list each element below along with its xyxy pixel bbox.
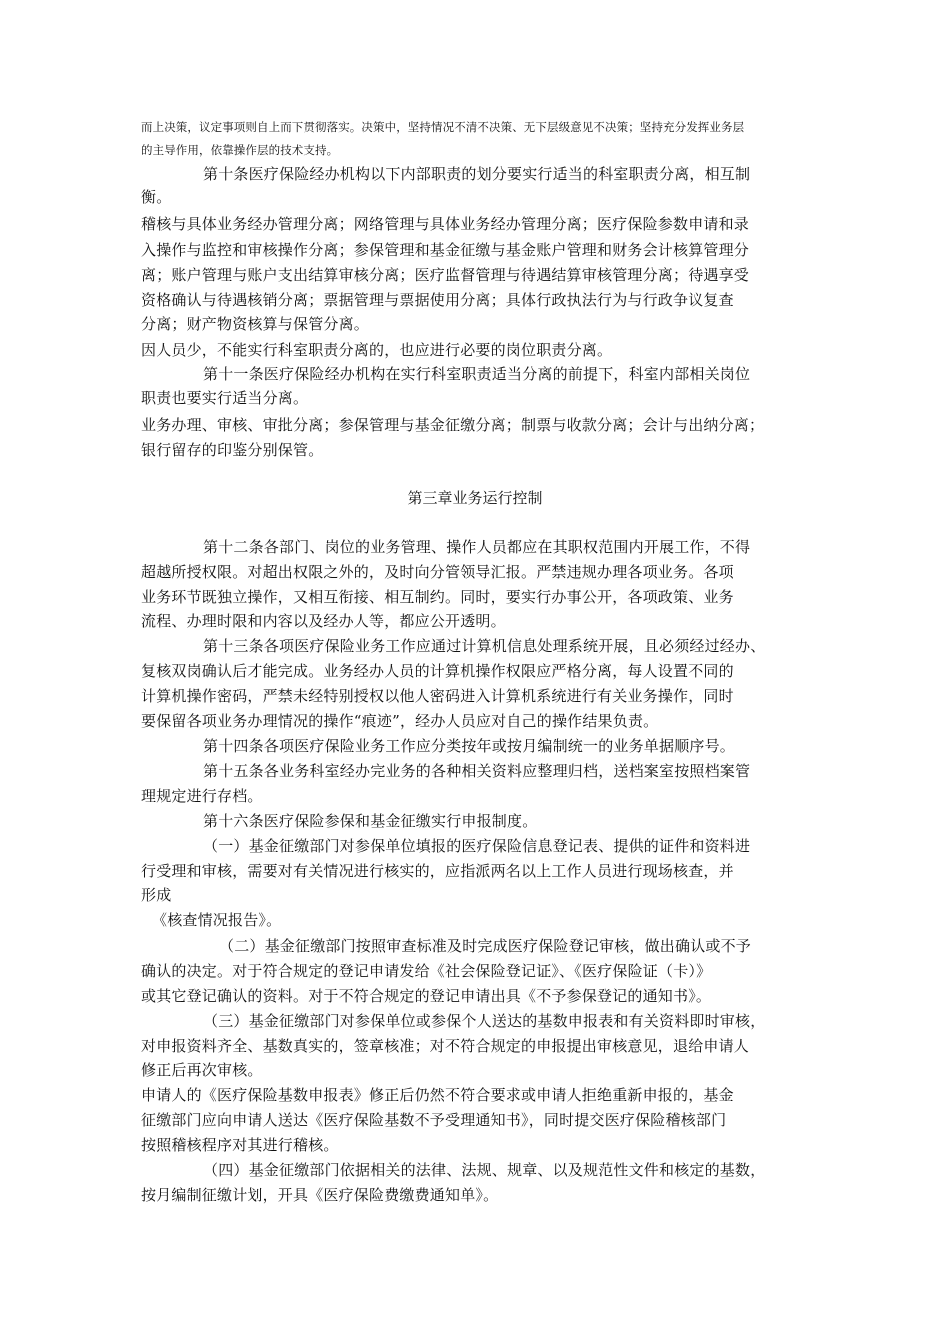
- text-line: 业务办理、审核、审批分离；参保管理与基金征缴分离；制票与收款分离；会计与出纳分离；: [141, 416, 765, 434]
- article-10-start: 第十条医疗保险经办机构以下内部职责的划分要实行适当的科室职责分离，相互制: [203, 165, 751, 183]
- text-line: 形成: [141, 886, 172, 904]
- text-line: 复核双岗确认后才能完成。业务经办人员的计算机操作权限应严格分离，每人设置不同的: [141, 662, 734, 680]
- text-line: 因人员少，不能实行科室职责分离的，也应进行必要的岗位职责分离。: [141, 341, 613, 359]
- text-line: 离；账户管理与账户支出结算审核分离；医疗监督管理与待遇结算审核管理分离；待遇享受: [141, 266, 750, 284]
- text-line: 稽核与具体业务经办管理分离；网络管理与具体业务经办管理分离；医疗保险参数申请和录: [141, 215, 750, 233]
- article-15-start: 第十五条各业务科室经办完业务的各种相关资料应整理归档，送档案室按照档案管: [203, 762, 751, 780]
- text-line: 申请人的《医疗保险基数申报表》修正后仍然不符合要求或申请人拒绝重新申报的，基金: [141, 1086, 734, 1104]
- text-line: 业务环节既独立操作，又相互衔接、相互制约。同时，要实行办事公开，各项政策、业务: [141, 588, 734, 606]
- text-line: 分离；财产物资核算与保管分离。: [141, 315, 370, 333]
- text-line: 征缴部门应向申请人送达《医疗保险基数不予受理通知书》，同时提交医疗保险稽核部门: [141, 1111, 727, 1129]
- article-13-start: 第十三条各项医疗保险业务工作应通过计算机信息处理系统开展，且必须经过经办、: [203, 637, 766, 655]
- item-1-start: （一）基金征缴部门对参保单位填报的医疗保险信息登记表、提供的证件和资料进: [203, 837, 751, 855]
- text-line: 超越所授权限。对超出权限之外的，及时向分管领导汇报。严禁违规办理各项业务。各项: [141, 563, 734, 581]
- text-line: 职责也要实行适当分离。: [141, 389, 309, 407]
- article-14: 第十四条各项医疗保险业务工作应分类按年或按月编制统一的业务单据顺序号。: [203, 737, 736, 755]
- text-line: 计算机操作密码，严禁未经特别授权以他人密码进入计算机系统进行有关业务操作，同时: [141, 687, 734, 705]
- text-line: 资格确认与待遇核销分离；票据管理与票据使用分离；具体行政执法行为与行政争议复查: [141, 291, 734, 309]
- text-line: 对申报资料齐全、基数真实的，签章核准；对不符合规定的申报提出审核意见，退给申请人: [141, 1037, 750, 1055]
- text-line: 银行留存的印鉴分别保管。: [141, 441, 324, 459]
- text-line: 行受理和审核，需要对有关情况进行核实的，应指派两名以上工作人员进行现场核查，并: [141, 862, 734, 880]
- text-line: 修正后再次审核。: [141, 1061, 263, 1079]
- text-line: 确认的决定。对于符合规定的登记申请发给《社会保险登记证》、《医疗保险证（卡）》: [141, 962, 712, 980]
- text-line: 衡。: [141, 188, 172, 206]
- text-line: 的主导作用，依靠操作层的技术支持。: [141, 143, 339, 157]
- text-line: 或其它登记确认的资料。对于不符合规定的登记申请出具《不予参保登记的通知书》。: [141, 987, 712, 1005]
- article-16: 第十六条医疗保险参保和基金征缴实行申报制度。: [203, 812, 538, 830]
- text-line: 按月编制征缴计划，开具《医疗保险费缴费通知单》。: [141, 1186, 499, 1204]
- item-3-start: （三）基金征缴部门对参保单位或参保个人送达的基数申报表和有关资料即时审核，: [203, 1012, 766, 1030]
- chapter-heading: 第三章业务运行控制: [407, 489, 543, 507]
- article-12-start: 第十二条各部门、岗位的业务管理、操作人员都应在其职权范围内开展工作，不得: [203, 538, 751, 556]
- text-line: 入操作与监控和审核操作分离；参保管理和基金征缴与基金账户管理和财务会计核算管理分: [141, 241, 750, 259]
- text-line: 而上决策，议定事项则自上而下贯彻落实。决策中，坚持情况不清不决策、无下层级意见不决策；坚持充分发挥业务层: [141, 120, 745, 134]
- item-4-start: （四）基金征缴部门依据相关的法律、法规、规章、以及规范性文件和核定的基数，: [203, 1161, 766, 1179]
- article-11-start: 第十一条医疗保险经办机构在实行科室职责适当分离的前提下，科室内部相关岗位: [203, 365, 751, 383]
- text-line: 按照稽核程序对其进行稽核。: [141, 1136, 339, 1154]
- text-line: 理规定进行存档。: [141, 787, 263, 805]
- text-line: 《核查情况报告》。: [152, 911, 282, 929]
- text-line: 流程、办理时限和内容以及经办人等，都应公开透明。: [141, 612, 506, 630]
- text-line: 要保留各项业务办理情况的操作“痕迹”，经办人员应对自己的操作结果负责。: [141, 712, 659, 730]
- item-2-start: （二）基金征缴部门按照审查标准及时完成医疗保险登记审核，做出确认或不予: [219, 937, 752, 955]
